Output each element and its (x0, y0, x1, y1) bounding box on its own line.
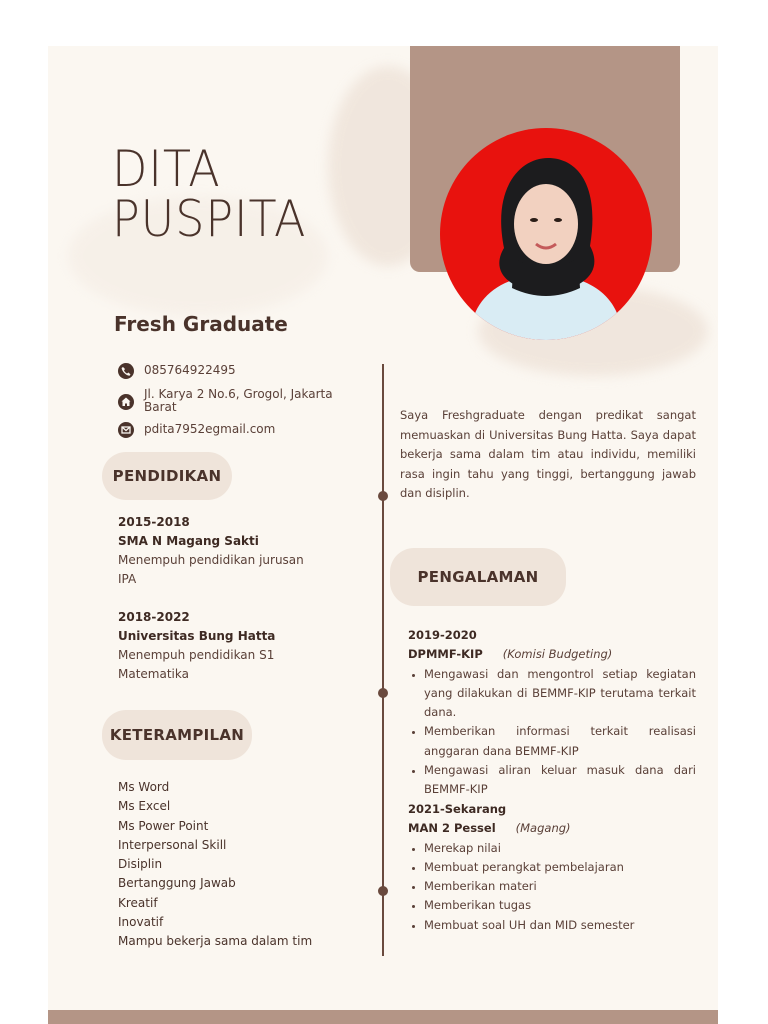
bullet-item: • Mengawasi dan mengontrol setiap kegiatan yang dilakukan di BEMMF-KIP terutama terkait dana. (424, 665, 696, 723)
timeline-dot (378, 491, 388, 501)
about-text: Saya Freshgraduate dengan predikat sangat memuaskan di Universitas Bung Hatta. Saya dapat bekerja sama dalam tim atau individu, memiliki rasa ingin tahu yang tinggi, bertanggung jawab dan disiplin. (400, 408, 696, 500)
profile-photo (440, 128, 652, 340)
skills-heading: KETERAMPILAN (102, 710, 252, 760)
skill-item: Disiplin (118, 857, 163, 872)
experience-bullets (408, 839, 696, 935)
footer-bar (48, 1010, 718, 1024)
bullet-item: • Mengawasi aliran keluar masuk dana dari BEMMF-KIP (424, 761, 696, 800)
resume-page: DITA PUSPITA Fresh Graduate 085764922495 Jl. Karya 2 No.6, Grogol, Jakarta Barat pdita7952egmail.com PENDIDIKAN 2015-2018 SMA N Magang Sakti Menempuh pendidikan jurusan IPA 2018-2022 Universitas Bung Hatta Menempuh pendidikan S1 Matematika KETERAMPILAN Ms Word Ms Excel Ms Power Point Interpersonal Skill Disiplin Bertanggung Jawab Kreatif Inovatif Mampu bekerja sama dalam tim Saya Freshgraduate dengan predikat sangat memuaskan di Universitas Bung Hatta. Saya dapat bekerja sama dalam tim atau individu, memiliki rasa ingin tahu yang tinggi, bertanggung jawab dan disiplin. PENGALAMAN 2019-2020 DPMMF-KIP (Komisi Budgeting) • Mengawasi dan mengontrol setiap kegiatan yang dilakukan di BEMMF-KIP terutama terkait dana. • Memberikan informasi terkait realisasi anggaran dana BEMMF-KIP • Mengawasi aliran keluar masuk dana dari BEMMF-KIP 2021-Sekarang MAN 2 Pessel (Magang) • Merekap nilai • Membuat perangkat pembelajaran • Memberikan materi • Memberikan tugas • Membuat soal UH dan MID semester (48, 46, 718, 1024)
education-item: 2015-2018 SMA N Magang Sakti Menempuh pendidikan jurusan IPA (118, 515, 304, 586)
bullet-item: • Merekap nilai (424, 839, 696, 858)
home-icon (118, 394, 134, 410)
timeline-dot (378, 688, 388, 698)
bullet-item: • Memberikan tugas (424, 896, 696, 915)
skills-list (118, 778, 312, 952)
person-icon (440, 128, 652, 340)
timeline-dot (378, 886, 388, 896)
name-first: DITA (112, 140, 221, 198)
skill-item: Ms Word (118, 780, 170, 794)
timeline-line (382, 364, 384, 956)
skill-item: Bertanggung Jawab (118, 876, 236, 891)
experience-bullets (408, 665, 696, 800)
education-item: 2018-2022 Universitas Bung Hatta Menempuh pendidikan S1 Matematika (118, 610, 276, 681)
skill-item: Ms Excel (118, 799, 171, 814)
experience-item: 2021-Sekarang MAN 2 Pessel (Magang) • Merekap nilai • Membuat perangkat pembelajaran • Memberikan materi • Memberikan tugas • Membuat soal UH dan MID semester (408, 800, 696, 935)
skill-item: Inovatif (118, 915, 164, 930)
skill-item: Kreatif (118, 895, 158, 910)
bullet-item: • Memberikan informasi terkait realisasi anggaran dana BEMMF-KIP (424, 722, 696, 761)
name-last: PUSPITA (112, 190, 307, 248)
bullet-item: • Membuat soal UH dan MID semester (424, 916, 696, 935)
experience-item: 2019-2020 DPMMF-KIP (Komisi Budgeting) • Mengawasi dan mengontrol setiap kegiatan yang dilakukan di BEMMF-KIP terutama terkait dana. • Memberikan informasi terkait realisasi anggaran dana BEMMF-KIP • Mengawasi aliran keluar masuk dana dari BEMMF-KIP (408, 626, 696, 800)
bullet-item: • Membuat perangkat pembelajaran (424, 858, 696, 877)
mail-icon (118, 422, 134, 438)
person-name (112, 140, 307, 248)
experience-heading: PENGALAMAN (390, 548, 566, 606)
education-heading: PENDIDIKAN (102, 452, 232, 500)
skill-item: Ms Power Point (118, 818, 209, 833)
bullet-item: • Memberikan materi (424, 877, 696, 896)
skill-item: Interpersonal Skill (118, 837, 227, 852)
skill-item: Mampu bekerja sama dalam tim (118, 934, 313, 949)
phone-icon (118, 363, 134, 379)
profile-subtitle: Fresh Graduate (114, 312, 288, 336)
